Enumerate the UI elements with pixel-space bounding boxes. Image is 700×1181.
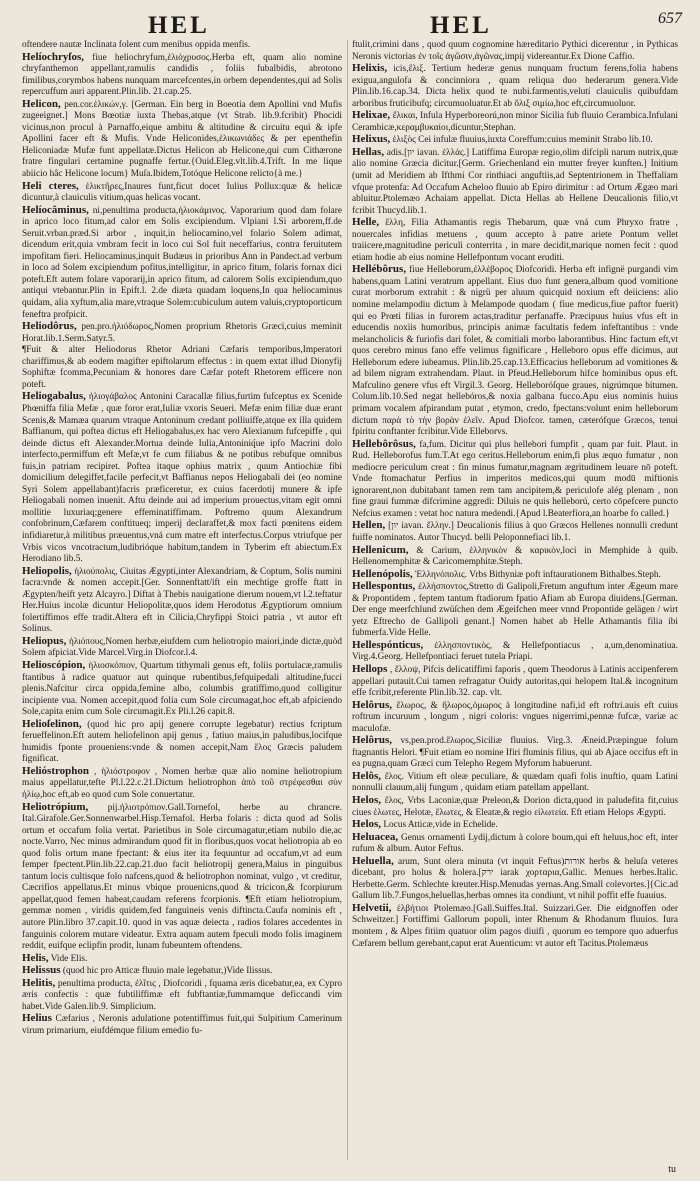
left-column	[22, 40, 342, 1165]
entry-text: [יון iavan. ἕλλην.] Deucalionis filius à quo Græcos Hellenes nonnulli credunt fuiffe nominatos. Autor Thucyd. belli Peloponnefiaci lib.1.	[352, 521, 678, 543]
entry-text: icis,ἕλιξ. Tertium hederæ genus nunquam fructum ferens,folia habens exigua,angulofa & concinniora , quam reliqua duo hederarum genera.Vide Plin.lib.16.cap.34. Dicta helix quod te nubi.farmentis,velutí clauiculis quibufdam arboribus fruticibufq; circumuoluatur.Et ab ὅλιξ σιμίω,hoc eft,circumuoluor.	[352, 64, 678, 109]
entry-headword: Helissus	[22, 964, 61, 977]
dictionary-entry	[352, 664, 678, 700]
dictionary-entry	[352, 903, 678, 950]
dictionary-entry	[22, 321, 342, 345]
entry-text: adis.[יון iavan. ἑλλάς.] Latiffima Europæ regio,olim difcipli narum nutrix,quæ alio nomine Græcia dicitur.[Germ. Griechenland ein mutter freyer kunften.] Initium (umit ad Meridiem ab Ifthmi Cor rinthiaci anguftiis,ad Septentrionem in Theffaliam vfque protenfa: Ad Occafum Acheloo fluuio ab Epiro dirimitur : ad Ortum Ægæo mari abluitur.Ptolemæo Achaiam appellat. Dicta Hellas ab Hellene Deucalionis filio,vt fcribit Thucyd.lib.1.	[352, 147, 678, 216]
entry-headword: Helixis,	[352, 62, 388, 75]
entry-headword: Helioſelinon,	[22, 717, 82, 730]
dictionary-entry	[22, 205, 342, 321]
page-number: 657	[658, 10, 682, 27]
entry-headword: Hellébôrus,	[352, 263, 407, 276]
dictionary-entry	[22, 181, 342, 205]
entry-headword: Hellenópolis,	[352, 567, 413, 580]
entry-headword: Helíocâminus,	[22, 203, 89, 216]
entry-headword: Helixae,	[352, 109, 391, 122]
entry-text: arum, Sunt olera minuta (vt inquit Feftus)אורות herbs & heluſa veteres dicebant, pro holus & holera.[ירק iarak χορταρια,Gallic. Menues herbes.Italic. Herbette.Germ. Schlechte kreuter.Hisp.Menudas yernas.Ang.Small colevortes.]{Cic.ad Gallum lib.7.Fungos,heluellas,herbas omnes ita condiunt, vt nihil poffit effe fuauius.	[352, 856, 678, 902]
dictionary-entry	[352, 134, 678, 147]
dictionary-entry	[22, 345, 342, 391]
dictionary-entry	[22, 1013, 342, 1037]
dictionary-entry	[352, 40, 678, 63]
entry-text: ἕλικαι, Infula Hyperboreorú,non minor Sicilia fub fluuio Cerambica.Infulani Cerambicæ,κεραμβυκαίοι,dicuntur,Stephan.	[352, 111, 678, 133]
entry-text: , ἡλιόστροφον , Nomen herbæ quæ alio nomine heliotropium maius appellatur,tefte Pl.l.22.c.21.Dictum heliotrophon ἀπὸ τοῦ στρέφεσθαι σὺν ἡλίῳ,hoc eft,ab eo quod cum Sole conuertatur.	[22, 766, 342, 800]
dictionary-entry	[22, 766, 342, 802]
entry-headword: Heliodôrus,	[22, 320, 77, 333]
entry-text: Cæfarius , Neronis adulatione potentiffimus fuit,qui Sulpitium Camerinum virum primarium, eiufdémque filium emedio fu-	[22, 1014, 342, 1036]
dictionary-entry	[22, 802, 342, 953]
entry-text: Locus Atticæ,vide in Echelide.	[383, 820, 498, 831]
entry-headword: Hellespónticus,	[352, 638, 424, 651]
entry-text: Genus ornamenti Lydij,dictum à colore boum,qui eft heluus,hoc eft, inter rufum & album. Autor Feftus.	[352, 832, 678, 855]
entry-headword: Helos,	[352, 794, 382, 806]
dictionary-entry	[352, 832, 678, 856]
dictionary-entry	[352, 110, 678, 134]
dictionary-entry	[352, 545, 678, 569]
dictionary-entry	[352, 700, 678, 736]
entry-text: ἑλλησποντικὸς, & Hellefpontiacus , a,um,denominatiua. Virg.4.Georg. Hellefpontiaci feruet tutela Priapi.	[352, 640, 678, 663]
entry-headword: Heliogabalus,	[22, 390, 86, 403]
entry-text: & Carium, ἑλληνικὸν & καρικὸν,loci in Memphide à quib. Hellenomemphitæ & Caricomemphitæ.Steph.	[352, 545, 678, 568]
entry-headword: Heli cteres,	[22, 179, 79, 192]
entry-text: ni,penultima producta,ἡλιοκάμινος. Vaporarium quod dam folare in aprico loco fitum,ad calor em Solis excipiendum. Vlpiani l.Si arborem,ff.de Seruit.vrban.præd.Si arbor , inquit,in heliocamino,vel folario Solem adimat, dicendum erit,quia vmbram fecit in loco cui Sol fuit neceffarius, contra feruitutem impofitam fieri. Heliocaminus,inquit Budæus in prioribus Ann in Pandect.ad verbum in loco ad Solem excipiendum pofitus,intelligitur, in aprico fitum, folaris fornax dici poteft.Eft autem folare vaporarij,in aprico fitum, ad calorem Solis excipiendum,quo antiqui vtebantur.Plin in Epift.l. 2.de diæta quadam loquens,In qua heliocaminus quidam, alia xyftum,alia mare,vtraque Solem:cubiculum autem valuis,cryptoporticum feneftra profpicit.	[22, 205, 342, 320]
entry-text: penultima producta, ἐλῖτις , Diofcoridi , fquama æris dicebatur,ea, ex Cypro æris confectis : quæ fubtiliffimæ eft fubftantiæ,fummamque deficcandi vim habet.Vide Galen.lib.9. Simplicium.	[22, 978, 342, 1012]
entry-text: ἕλλη, Filia Athamantis regis Thebarum, quæ vná cum Phryxo fratre , nouercales infidias metuens , quum accepto à patre ariete Pontum vellet traiicere,magnitudine periculi conterrita , in mare decidit,marique nomen fecit : quod etiam hodie ab eius nomine Hellefpontum vocant eruditi.	[352, 218, 678, 263]
dictionary-entry	[22, 953, 342, 966]
entry-headword: Helvetii,	[352, 901, 392, 914]
dictionary-entry	[22, 636, 342, 660]
dictionary-entry	[352, 439, 678, 521]
dictionary-entry	[22, 660, 342, 719]
entry-text: ἔλωρος, & ἥλωρος,ὁμωρος à longitudine nafi,id eft roftri.auis eft cuius roftrum incuruum , longum , nigri coloris: vngues nigerrimi,pennæ fufcæ, variæ ac maculofæ.	[352, 700, 678, 734]
dictionary-entry	[352, 735, 678, 771]
entry-headword: Helius	[22, 1012, 52, 1025]
entry-headword: Heluella,	[352, 854, 394, 867]
entry-headword: Hellen,	[352, 519, 386, 532]
entry-headword: Helioscópion,	[22, 658, 86, 671]
dictionary-entry	[352, 581, 678, 640]
entry-text: (quod hic pro Atticæ fluuio male legebatur,)Vide Ilissus.	[62, 966, 273, 977]
dictionary-entry	[352, 63, 678, 110]
entry-text: ¶Fuit & alter Heliodorus Rhetor Adriani Cæfaris temporibus,Imperatori chariffimus,& ab eodem magifter epiftolarum effectus : in quem extat illud Dionyfij Sophiftæ fcomma,Pecuniam & honores dare Cæfar poteft Rhetorem efficere non poteft.	[22, 345, 342, 390]
dictionary-entry	[22, 391, 342, 565]
column-divider	[347, 40, 348, 1160]
dictionary-entry	[352, 217, 678, 264]
entry-text: Vide Elis.	[50, 953, 88, 964]
entry-headword: Heliopolis,	[22, 564, 72, 577]
entry-headword: Helióstrophon	[22, 764, 90, 777]
entry-text: ἑλβήτιοι Ptolemæo.[Gall.Suiffes.Ital. Suizzari.Ger. Die eidgnoffen oder Schweitzer.] Fortiffimi Gallorum populi, inter Rhenum & Rhodanum fluuios. Iura montem , & Alpes fitiim quatuor olim pagos diuifi , quorum eo tempore quo aduerfus Cæfarem bellum gerebant,caput erat Auenticum: vt autor eft Tacitus.Ptolemæus	[352, 903, 678, 949]
entry-text: oftendere nautæ Inclinata folent cum menibus oppida menfis.	[22, 40, 251, 50]
entry-text: ftulit,crimini dans , quod quum cognomine hæreditario Pythici dicerentur , in Pythicas Neronis victorias ἐν τοῖς ἀγῶσιν,ἀγῶνας,impij videreantur.Ex Dione Caffio.	[352, 40, 678, 62]
running-head-right: HEL	[430, 12, 492, 39]
entry-headword: Helis,	[22, 951, 49, 964]
dictionary-entry	[352, 520, 678, 544]
entry-text: ἡλιούπολις, Ciuitas Ægypti,inter Alexandriam, & Coptum, Solis numini facra:vnde & nomen accepit.[Ger. Sonnenftatt/ift ein mechtige groffe ftatt in Ægypten/heift yetz Alcayro.] Diftat à Thebis nauigatione dierum nouem,vt l.2.teftatur Her.Huius incolæ dicuntur Heliopolitæ,quos idem Herodotus Ægyptiorum omnium folertiffimos effe tradit.Altera eft in Cilicia,Chryfippi Stoici patria , vt autor eft Solinus.	[22, 566, 342, 635]
running-header	[0, 8, 700, 42]
entry-text: fiue heliochryfum,ἑλιόχρυσος.Herba eft, quam alio nomine chryfanthemon appellant,ramulis candidis , foliis fubalbidis, abrotono fimilibus,corymbos habens nunquam marcefcentes,in orbem dependentes,qui ad Solis repercuffum auri apparent.Plin.lib. 21.cap.25.	[22, 52, 342, 98]
entry-text: fa,fum. Dicitur qui plus hellebori fumpfit , quam par fuit. Plaut. in Rud. Helleborofus fum.T.At ego ceritus.Helleborum enim,fi plus æquo fumatur , non mediocre periculum creat : fin minus fumatur,magnam ægritudinem leuare nō poteft. Vnde ftomachatur Perfius in imperitos medicos,qui quum modū miftionis ignorarent,non dubitabant tamen rem tam ancipitem,& periculofe alég plenam , non fine graui fummæ difcrimine aggredi: Diluis ne quis helleború, certo cōpefcere puncto Nefcius examen : vetat hoc natura medendi.{Apud l.Beaterfiora,an hoarbe fo called.}	[352, 439, 678, 519]
entry-text: ἕλος, Vrbs Laconiæ,quæ Preleon,& Dorion dicta,quod in paludefita fit,cuius ciues ἑλωτες, Helotæ, ἕλωτες, & Eleatæ,& regio εἰλωτεία. Eft etiam Helops Ægypti.	[352, 796, 678, 818]
catchword: tu	[668, 1164, 676, 1175]
entry-headword: Hellops	[352, 662, 388, 675]
right-column	[352, 40, 678, 1165]
entry-text: pen.pro.ἡλιόδωρος,Nomen proprium Rhetoris Græci,cuius meminit Horat.lib.1.Serm.Satyr.5.	[22, 322, 342, 344]
entry-text: fiue Helleborum,ἐλλέβορος Diofcoridi. Herba eft infignë purgandi vim habens,quam Latini veratrum appellant. Eius duo funt genera,album quod vomitione curat morborum extrahit : & nigrü per aluum quicquid noxium eft deiiciens: alio nomine melampodiu dictum à Melampode quodam ( fiue medicus,fiue paftor fuerit) qui eo Prœti filias in furorem actas,traditur perfanaffe. Præcipuus huius vfus eft in educendis noxiis humoribus, principis animæ facultatis fedem infeftantibus : vnde melancholicis & furiofis dari folet, & comitiali morbo laborantibus. Hinc factum eft,vt quos cerebro minus fano effe velimus fignificare , Helleboro opus effe dicimus, aut Helleborum edere iubeamus. Plin.lib.25.cap.13.Efficacius helleborum ad vomitiones & ad bilem nigram extrahendam. Plaut. in Pfeud.Helleborum hifce hominibus opus eft. Mafculino genere vfus eft Virgil.3. Georg. Helleboróſque graues, nigrúmque bitumen. Colum.lib.10.Sed negat hellebóros,& noxia galbana fucco.Apu eius nominis huius primam vocalem afpirandam putat , etymon, credo, fpectans:volunt enim helleborum dictum παρὰ τὸ τὴν βορὰν ἐλεῖν. Apud Diofcor. tamen, cæterófque Græcos, tenui fpiritu conftanter fcribitur.Vide Elleborvs.	[352, 265, 678, 438]
dictionary-entry	[352, 147, 678, 217]
entry-text: ἕλος. Vitium eft oleæ peculiare, & quædam quafi folis inuftio, quam Latini nonnulli clauum,alij fungum , quidam etiam patellam appellant.	[352, 771, 678, 794]
entry-headword: Helitis,	[22, 976, 56, 989]
dictionary-entry	[352, 856, 678, 903]
entry-headword: Hellebôrôsus,	[352, 437, 416, 450]
dictionary-entry	[352, 264, 678, 438]
entry-headword: Helos,	[352, 818, 382, 831]
entry-headword: Hellespontus,	[352, 580, 416, 593]
dictionary-entry	[22, 99, 342, 181]
entry-text: (quod hic pro apij genere corrupte legebatur) rectius fcriptum ferueffelinon.Eft autem heliofelinon apij genus , fatiuo maius,in paludibus,locifque humidis fponte proueniens:vnde & nomen accepit,Nam ἕλος Græcis paludem fignificat.	[22, 719, 342, 765]
entry-headword: Hellenicum,	[352, 543, 409, 556]
dictionary-entry	[352, 819, 678, 832]
entry-text: ἡλιοσκόπιον, Quartum tithymali genus eft, foliis portulacæ,ramulis ftantibus à radice quatuor aut quinque rubentibus,fefquipedali altitudine,fucci plenis.Nafcitur circa oppida,femine albo, columbis gratiffimo,quod colligitur incipiente vua. Nomen accepit,quod folia cum Sole circumagat,hoc eft,ab afpiciendo Sole,capita enim cum Sole circumagit.Ex Pli.l.26 capit.8.	[22, 660, 342, 718]
entry-headword: Helicon,	[22, 97, 61, 110]
dictionary-entry	[22, 965, 342, 978]
entry-headword: Helíochryſos,	[22, 50, 85, 63]
dictionary-entry	[352, 640, 678, 664]
entry-headword: Helle,	[352, 216, 380, 229]
entry-headword: Heluacea,	[352, 830, 399, 843]
entry-text: ἡλιόπους,Nomen herbæ,eiufdem cum heliotropio maiori,inde dictæ,quòd Solem afpiciat.Vide Marcel.Virg.in Diofcor.l.4.	[22, 636, 342, 659]
dictionary-entry	[22, 566, 342, 636]
entry-headword: Heliotrópium,	[22, 800, 89, 813]
entry-text: pij.ἡλιοτρόπιον.Gall.Tornefol, herbe au chrancre. Ital.Girafole.Ger.Sonnenwarbel.Hisp.Ternafol. Herba folaris : dicta quod ad Solis ortum et occafum folia vertat. Parietibus in Sole circumagatur,etiam nubilo die,ac nocte.Varro, Nec minus admirandum quod fit in floribus,quos vocat heliotropia ab eo quod folis ortum mane fpectant: & eius iter ita fequuntur ad occafum,vt ad eum femper fpectent.Plin.lib.22.cap.21.duo facit heliotropij genera,Maius in pinguibus tantum locis cultisque folo nafcens,quod & heliotrophon nominat, vulgo , vt creditur, Cæcrifios appellatus.Et minus vbique prouenicns,quod & tricicon,& fcorpiurum appellat,quod femen habeat,caudam referens fcorpionis. ¶Eft etiam heliotropium, gemmæ nomen , viridis quidem,fed fanguineis venis diftincta.Caufa nominis eft , autore Plin.libro 37.capit.10. quod in vas aquæ deiecta , radios folares accedentes in fanguinis colorem mutare videatur. Extra aquam autem fpeculi modo folis imaginem reddit, euifque eclipfin prodit, lunam fubeuntem oftendens.	[22, 802, 342, 952]
entry-headword: Heliopus,	[22, 634, 67, 647]
running-head-left: HEL	[148, 12, 210, 39]
entry-headword: Helôs,	[352, 769, 382, 782]
entry-text: pen.cor.ἑλικών,γ. [German. Ein berg in Boeotia dem Apollini vnd Mufis zugeeignet.] Mons Bœotiæ iuxta Thebas,atque (vt Strab. lib.9.fcribit) Phocidi vicinus,non procul à Parnaffo,eique ambitu & altitudine & circuitu equi & ipfe Apollini facer eft & Mufis. Vnde Heliconides,ἑλικωνιάδες & per epenthefin Heliconiadæ Mufæ funt appellatæ.Dictus Helicon ab Helicone,qui cum Cithærone fratre fingulari certamine pugnaffe fertur.{Ouid.Eleg.vlt.lib.4.Trift. In me lique abiicio hâc Helicone locum} Muſa.Ibidem,Totóque Helicone relicto{à me.}	[22, 99, 342, 180]
dictionary-entry	[22, 719, 342, 766]
entry-headword: Helixus,	[352, 133, 391, 146]
dictionary-entry	[22, 52, 342, 99]
entry-text: ἑλικτῆρες,Inaures funt,ficut docet Iulius Pollux:quæ & helicæ dicuntur,à clauiculis vitium,quas helicas vocant.	[22, 181, 342, 204]
dictionary-entry	[352, 771, 678, 795]
entry-text: ἑλιξὸς Cei infulæ fluuius,iuxta Coreffum:cuius meminit Strabo lib.10.	[392, 135, 653, 146]
entry-text: vs,pen.prod.ἕλωρος,Siciliæ fluuius. Virg.3. Æneid.Præpingue folum ftagnantis Helori. ¶Fuit etiam eo nomine Ifiri fluminis filius, qui ab Ajace occifus eft in ea pugna,quam Græci cum Telepho Regem Myforum habuerunt.	[352, 736, 678, 770]
dictionary-entry	[22, 978, 342, 1014]
entry-text: , ἔλλοψ, Pifcis delicatiffimi faporis , quem Theodorus à Latinis accipenferem appellari putauit.Cui tamen refragatur Ouidy autoritas,qui helopem Ital.& incognitum effe fcribit,referente Plin.lib.32. cap. vlt.	[352, 664, 678, 699]
entry-headword: Helôrus,	[352, 734, 393, 747]
dictionary-entry	[352, 795, 678, 819]
entry-text: ἡλιογάβαλος Antonini Caracallæ filius,furtim fufceptus ex Scenide Phœniffa filia Mefæ , quæ foror erat,Iuliæ vxoris Seueri. Mefæ enim filiæ duæ erant Scenis,& Mamæa quarum vtraque Antoninum credant polliuiffe,atque ex illa quidem Baffianum, qui poftea dictus eft Heliogabalus,ex hac vero Alexianum fufcepiffe , qui deinde dictus eft Alexander.Mortua deinde Iulia,Antoniniq́ue ipfo Macrini dolo interfecto,permiffum eft Mefæ,vt fe cum filiabus & ne potibus rebufque omnibus fuis,in patriam recipiret. Poftea itaque ophius matrix , quum Antiochiæ fibi domicilium delegiffet,facile perfecit,vt Baffianus nepos Heliogabali dei (eo nomine Syri Solem appellabant)facris præficeretur, ex cuius facerdotij munere & ipfe Heliogabali nomen inuenit. Aftu deinde aui ad imperium prouectus,vitam egit omni mollitie luxuriaq;genere effeminatiffimam. Poftremo quum Alexandrum confobrinum,Cæfarem conftitueq; imperij declaraffet,& mox facti pœnitens eidem infidiaretur,à militibus præuentus,vná cum matre eft interfectus.Corpus vtriufque per Vrbis vicos vncotractum,ludibrióque habitum,tandem in Tyberim eft abiectum.Ex Herodiano lib.5.	[22, 392, 342, 565]
entry-text: ἑλλήσποντος,Stretto di Galipoli,Fretum anguftum inter Ægeum mare & Propontidem , feptem tantum ftadiorum fpatio Afiam ab Europa diuidens.[German. Der enge meerfchlund zwüſchen dem Ægeifchen meer vnnd Propontide gelägen / wirt yetz Eftrecho de Gallipoli genant.] Nomen habet ab Helle Athamantis filia ibi fubmerfa.Vide Helle.	[352, 582, 678, 639]
entry-headword: Hellas,	[352, 145, 385, 158]
entry-text: Ἑλληνόπολις. Vrbs Bithyniæ poft inftaurationem Bithalbes.Steph.	[415, 569, 661, 580]
entry-headword: Helôrus,	[352, 698, 393, 711]
